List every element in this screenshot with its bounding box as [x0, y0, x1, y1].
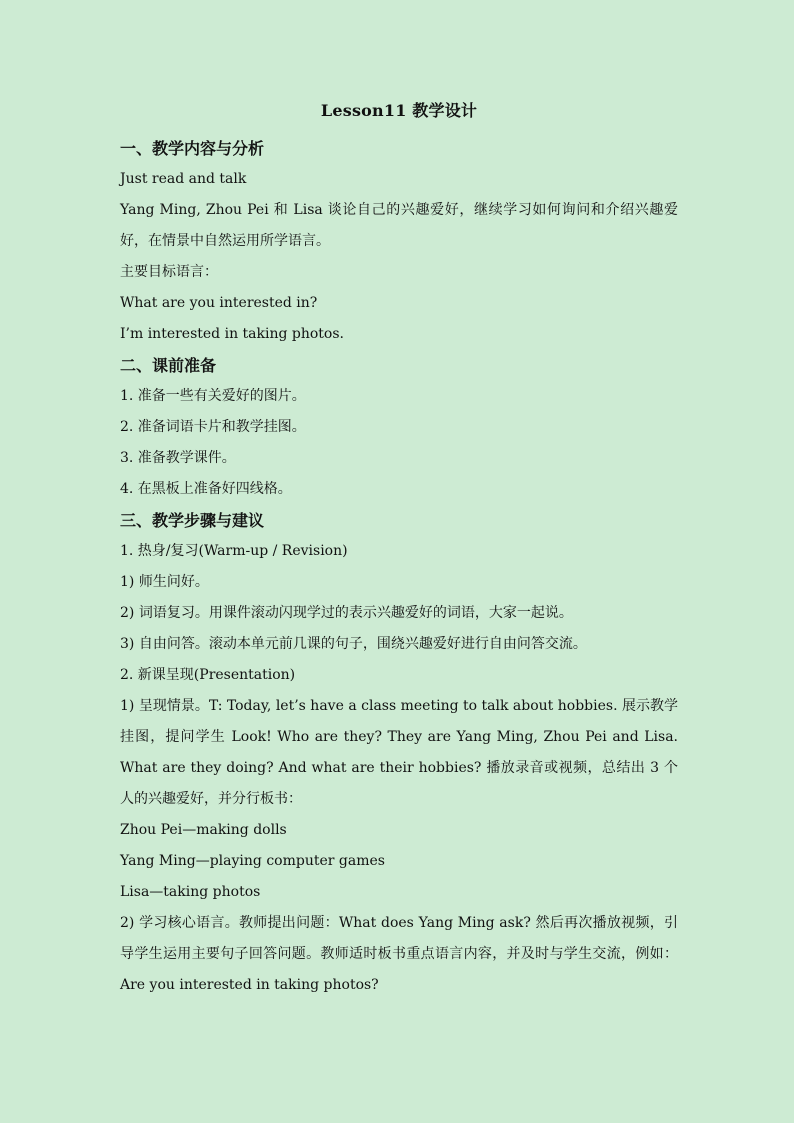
lesson-part: Just read and talk — [120, 171, 247, 187]
lesson-description: Yang Ming, Zhou Pei 和 Lisa 谈论自己的兴趣爱好，继续学习如何询问和介绍兴趣爱好，在情景中自然运用所学语言。 — [120, 202, 678, 249]
step-heading: 2. 新课呈现(Presentation) — [120, 667, 296, 683]
step-item: 1) 师生问好。 — [120, 574, 209, 590]
list-item: 3. 准备教学课件。 — [120, 450, 236, 466]
step-item: 2) 学习核心语言。教师提出问题：What does Yang Ming ask? 然后再次播放视频，引导学生运用主要句子回答问题。教师适时板书重点语言内容，并及时与学生交流，例如：Are you interested in taking photos? — [120, 915, 678, 993]
step-item: 3) 自由问答。滚动本单元前几课的句子，围绕兴趣爱好进行自由问答交流。 — [120, 636, 587, 652]
target-sentence: What are you interested in? — [120, 295, 318, 311]
target-sentence: I’m interested in taking photos. — [120, 326, 344, 342]
target-language-label: 主要目标语言： — [120, 264, 218, 280]
board-note: Zhou Pei—making dolls — [120, 822, 287, 838]
list-item: 1. 准备一些有关爱好的图片。 — [120, 388, 306, 404]
list-item: 4. 在黑板上准备好四线格。 — [120, 481, 292, 497]
list-item: 2. 准备词语卡片和教学挂图。 — [120, 419, 306, 435]
step-heading: 1. 热身/复习(Warm-up / Revision) — [120, 543, 348, 559]
step-item: 1) 呈现情景。T: Today, let’s have a class meeting to talk about hobbies. 展示教学挂图，提问学生 Look! Who are they? They are Yang Ming, Zhou Pei and Lisa. What are they doing? And what are their hobbies? 播放录音或视频，总结出 3 个人的兴趣爱好，并分行板书： — [120, 698, 678, 807]
step-item: 2) 词语复习。用课件滚动闪现学过的表示兴趣爱好的词语，大家一起说。 — [120, 605, 573, 621]
section-heading-content-analysis: 一、教学内容与分析 — [120, 139, 265, 158]
board-note: Lisa—taking photos — [120, 884, 261, 900]
section-heading-teaching-steps: 三、教学步骤与建议 — [120, 511, 265, 530]
document-content — [120, 98, 678, 1001]
board-note: Yang Ming—playing computer games — [120, 853, 385, 869]
section-heading-preparation: 二、课前准备 — [120, 356, 217, 375]
document-title: Lesson11 教学设计 — [320, 101, 478, 120]
